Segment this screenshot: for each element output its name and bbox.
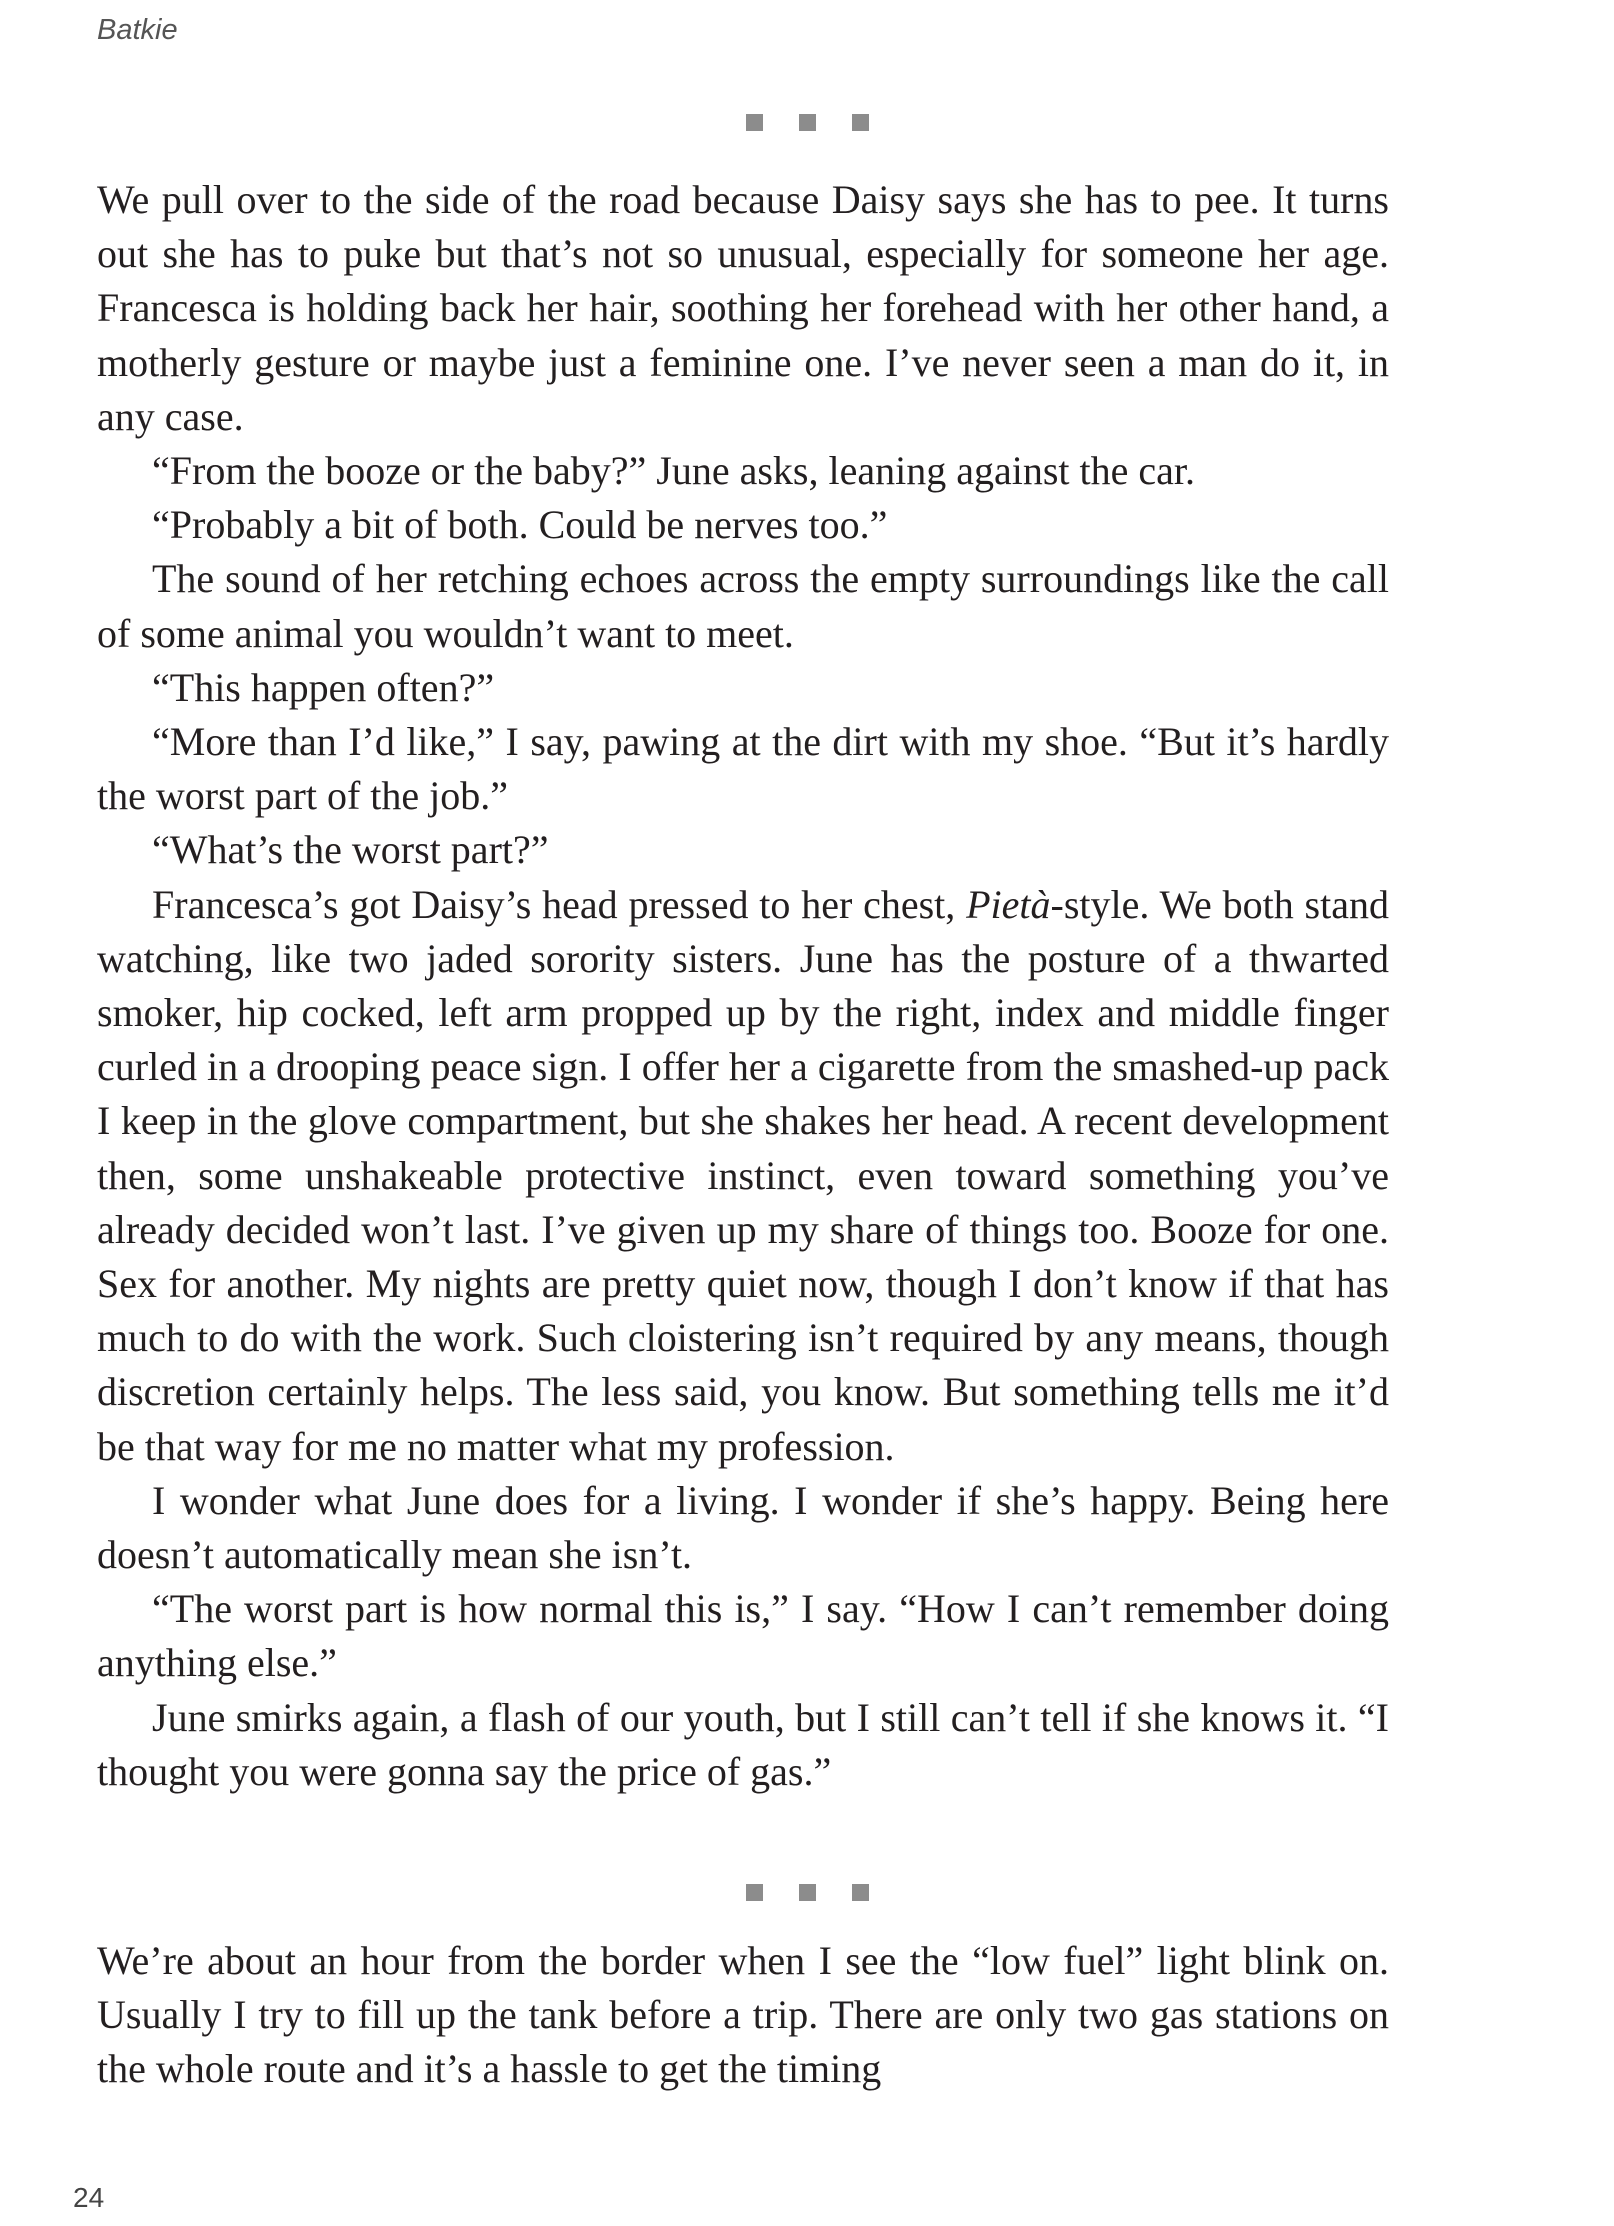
paragraph: I wonder what June does for a living. I wonder if she’s happy. Being here doesn’t automatically mean she isn’t. [97,1477,1389,1578]
paragraph: “This happen often?” [152,664,495,710]
section-break-square [799,114,816,131]
running-head: Batkie [97,14,178,46]
paragraph: We’re about an hour from the border when I see the “low fuel” light blink on. Usually I try to fill up the tank before a trip. There are only two gas stations on the whole route and it’s a hassle to get the timing [97,1938,1389,2092]
section-break-square [746,114,763,131]
body-text-section-2 [97,1934,1389,2097]
italic-term: Pietà [966,881,1051,927]
page-number: 24 [73,2182,105,2213]
paragraph: We pull over to the side of the road because Daisy says she has to pee. It turns out she has to puke but that’s not so unusual, especially for someone her age. Francesca is holding back her hair, soothing her forehead with her other hand, a motherly gesture or maybe just a feminine one. I’ve never seen a man do it, in any case. [97,177,1389,439]
paragraph-text: -style. We both stand watching, like two jaded sorority sisters. June has the posture of a thwarted smoker, hip cocked, left arm propped up by the right, index and middle finger curled in a drooping peace sign. I offer her a cigarette from the smashed-up pack I keep in the glove compartment, but she shakes her head. A recent development then, some unshakeable protective instinct, even toward something you’ve already decided won’t last. I’ve given up my share of things too. Booze for one. Sex for another. My nights are pretty quiet now, though I don’t know if that has much to do with the work. Such cloistering isn’t required by any means, though discretion certainly helps. The less said, you know. But something tells me it’d be that way for me no matter what my profession. [97,881,1389,1469]
section-break [0,114,1614,131]
section-break-square [852,114,869,131]
paragraph: “Probably a bit of both. Could be nerves too.” [152,502,888,548]
paragraph: June smirks again, a flash of our youth, but I still can’t tell if she knows it. “I thought you were gonna say the price of gas.” [97,1694,1389,1794]
section-break [0,1884,1614,1901]
paragraph: “What’s the worst part?” [152,827,549,873]
paragraph [97,878,1389,1474]
paragraph: The sound of her retching echoes across the empty surroundings like the call of some animal you wouldn’t want to meet. [97,556,1389,656]
paragraph-text: Francesca’s got Daisy’s head pressed to her chest, [152,881,967,927]
body-text-section-1 [97,173,1389,1799]
section-break-square [746,1884,763,1901]
paragraph: “The worst part is how normal this is,” I say. “How I can’t remember doing anything else.” [97,1586,1389,1686]
paragraph: “From the booze or the baby?” June asks, leaning against the car. [152,448,1195,494]
paragraph: “More than I’d like,” I say, pawing at the dirt with my shoe. “But it’s hardly the worst part of the job.” [97,719,1389,819]
section-break-square [799,1884,816,1901]
section-break-square [852,1884,869,1901]
